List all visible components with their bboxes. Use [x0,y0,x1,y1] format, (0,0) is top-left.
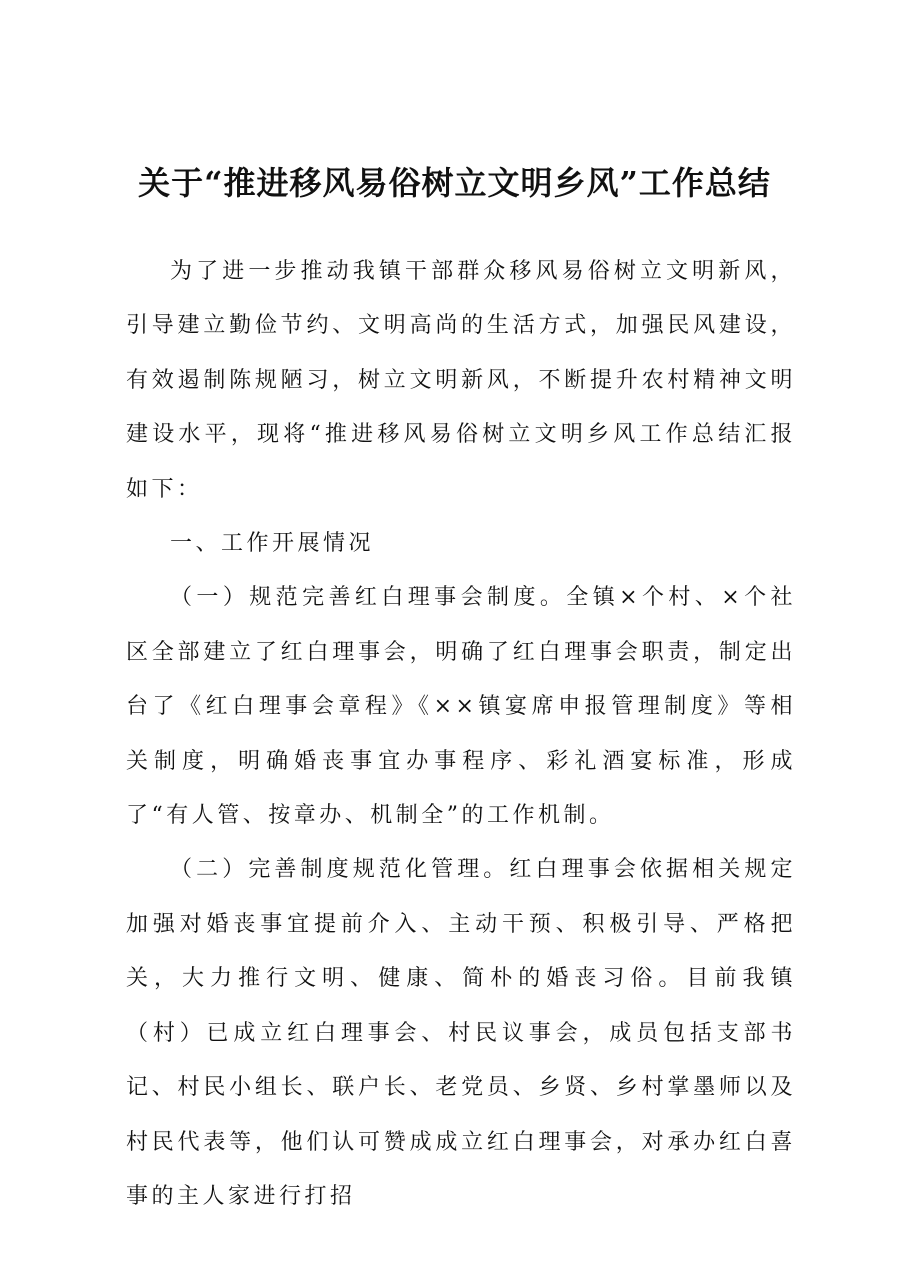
document-title: 关于“推进移风易俗树立文明乡风”工作总结 [138,164,771,202]
section-heading-work-status: 一、工作开展情况 [170,531,375,557]
document-body [126,245,796,1224]
paragraph-item-2: （二）完善制度规范化管理。红白理事会依据相关规定加强对婚丧事宜提前介入、主动干预、积极引导、严格把关，大力推行文明、健康、简朴的婚丧习俗。目前我镇（村）已成立红白理事会、村民议事会，成员包括支部书记、村民小组长、联户长、老党员、乡贤、乡村掌墨师以及村民代表等，他们认可赞成成立红白理事会，对承办红白喜事的主人家进行打招 [126,857,796,1209]
paragraph-item-1: （一）规范完善红白理事会制度。全镇×个村、×个社区全部建立了红白理事会，明确了红白理事会职责，制定出台了《红白理事会章程》《××镇宴席申报管理制度》等相关制度，明确婚丧事宜办事程序、彩礼酒宴标准，形成了“有人管、按章办、机制全”的工作机制。 [126,585,796,829]
intro-paragraph: 为了进一步推动我镇干部群众移风易俗树立文明新风，引导建立勤俭节约、文明高尚的生活方式，加强民风建设，有效遏制陈规陋习，树立文明新风，不断提升农村精神文明建设水平，现将“推进移风易俗树立文明乡风工作总结汇报如下： [126,259,796,502]
